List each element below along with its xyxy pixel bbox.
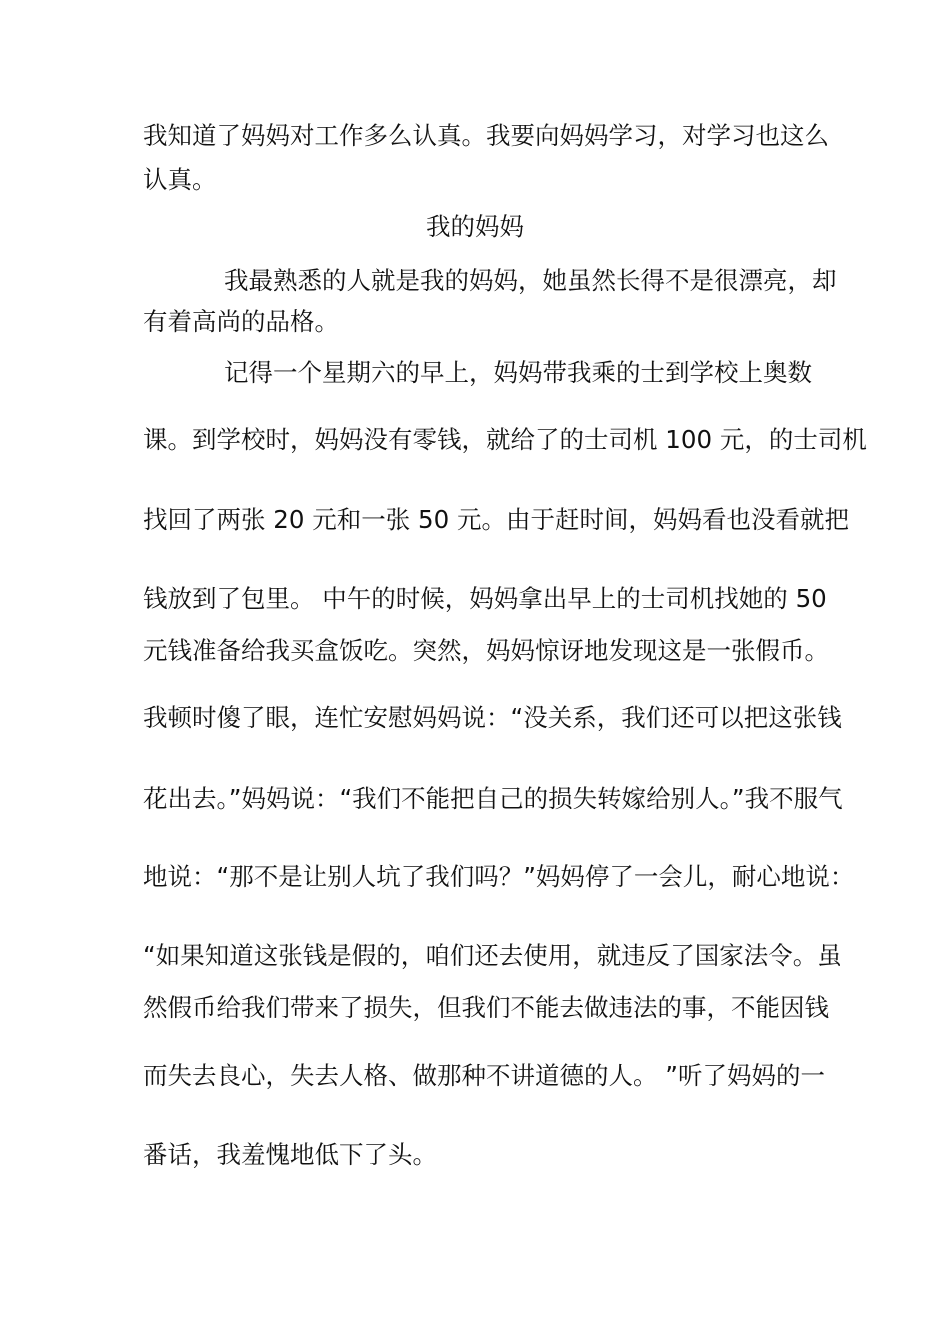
text-line: “如果知道这张钱是假的，咱们还去使用，就违反了国家法令。虽 (143, 941, 842, 970)
text-line: 然假币给我们带来了损失，但我们不能去做违法的事，不能因钱 (143, 993, 829, 1022)
text-line: 番话，我羞愧地低下了头。 (143, 1140, 437, 1169)
text-line: 元钱准备给我买盒饭吃。突然，妈妈惊讶地发现这是一张假币。 (143, 636, 829, 665)
section-title: 我的妈妈 (426, 212, 524, 241)
paragraph-first-line: 记得一个星期六的早上，妈妈带我乘的士到学校上奥数 (224, 358, 812, 387)
paragraph-first-line: 我最熟悉的人就是我的妈妈，她虽然长得不是很漂亮，却 (224, 266, 837, 295)
text-line: 地说：“那不是让别人坑了我们吗？”妈妈停了一会儿，耐心地说： (143, 862, 855, 891)
text-line: 有着高尚的品格。 (143, 307, 339, 336)
text-line: 认真。 (143, 165, 217, 194)
text-line: 我顿时傻了眼，连忙安慰妈妈说：“没关系，我们还可以把这张钱 (143, 703, 842, 732)
text-line: 找回了两张 20 元和一张 50 元。由于赶时间，妈妈看也没看就把 (143, 505, 849, 534)
text-line: 课。到学校时，妈妈没有零钱，就给了的士司机 100 元，的士司机 (143, 425, 867, 454)
text-line: 花出去。”妈妈说：“我们不能把自己的损失转嫁给别人。”我不服气 (143, 784, 843, 813)
text-line: 钱放到了包里。 中午的时候，妈妈拿出早上的士司机找她的 50 (143, 584, 827, 613)
text-line: 而失去良心，失去人格、做那种不讲道德的人。 ”听了妈妈的一 (143, 1061, 825, 1090)
text-line: 我知道了妈妈对工作多么认真。我要向妈妈学习，对学习也这么 (143, 121, 829, 150)
